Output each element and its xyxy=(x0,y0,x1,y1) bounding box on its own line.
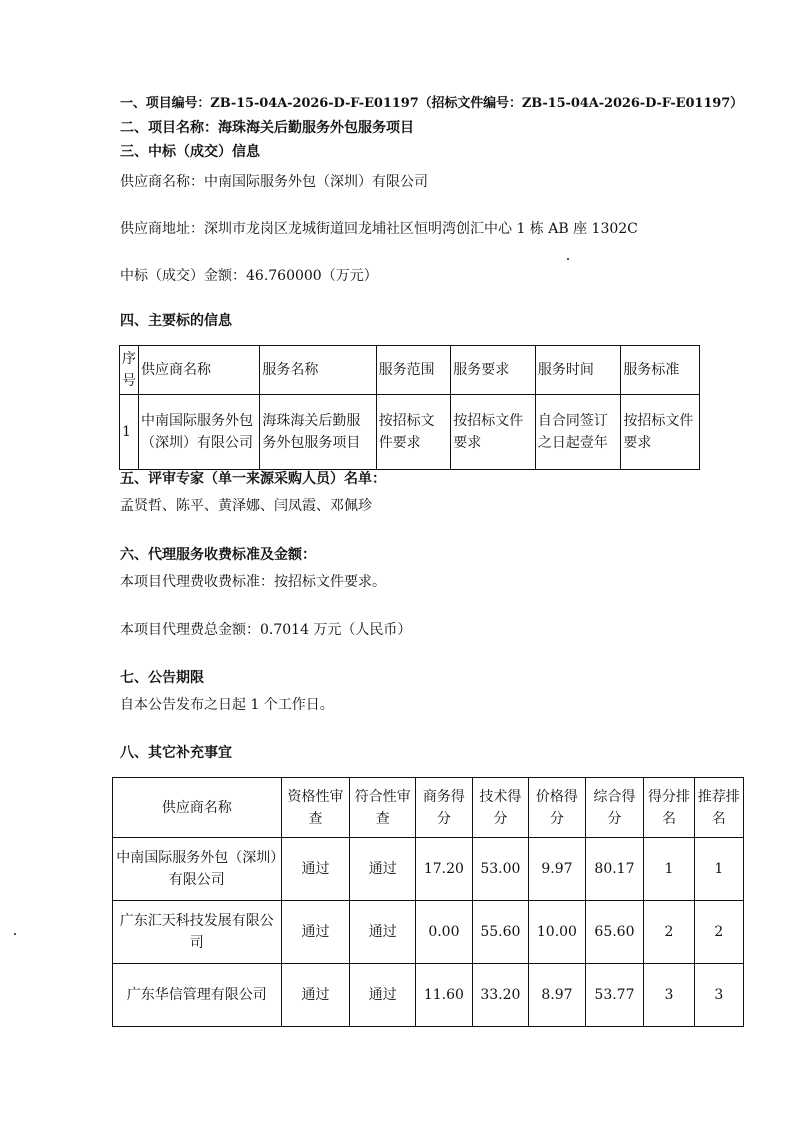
subject-table-header xyxy=(120,346,700,395)
section-notice-period: 七、公告期限 xyxy=(120,670,204,686)
section-subject-info: 四、主要标的信息 xyxy=(120,313,232,329)
section-other: 八、其它补充事宜 xyxy=(120,745,232,761)
cell-service-std: 按招标文件要求 xyxy=(621,395,700,470)
scan-speck xyxy=(14,933,16,935)
cell-compliance: 通过 xyxy=(350,901,416,964)
cell-tech-score: 53.00 xyxy=(472,838,529,901)
expert-list: 孟贤哲、陈平、黄泽娜、闫凤霞、邓佩珍 xyxy=(120,498,372,514)
header-recommend-rank: 推荐排名 xyxy=(694,778,743,838)
cell-service-name: 海珠海关后勤服务外包服务项目 xyxy=(260,395,376,470)
cell-price-score: 8.97 xyxy=(529,964,586,1027)
cell-compliance: 通过 xyxy=(350,838,416,901)
cell-total-score: 65.60 xyxy=(585,901,644,964)
cell-service-scope: 按招标文件要求 xyxy=(376,395,451,470)
header-price-score: 价格得分 xyxy=(529,778,586,838)
supplier-name: 供应商名称：中南国际服务外包（深圳）有限公司 xyxy=(120,174,428,190)
cell-recommend-rank: 3 xyxy=(694,964,743,1027)
award-amount: 中标（成交）金额：46.760000（万元） xyxy=(120,268,378,284)
section-project-name: 二、项目名称：海珠海关后勤服务外包服务项目 xyxy=(120,120,414,136)
header-service-req: 服务要求 xyxy=(451,346,536,395)
cell-recommend-rank: 2 xyxy=(694,901,743,964)
supplier-address: 供应商地址：深圳市龙岗区龙城街道回龙埔社区恒明湾创汇中心 1 栋 AB 座 1302C xyxy=(120,221,638,237)
header-service-std: 服务标准 xyxy=(621,346,700,395)
cell-score-rank: 2 xyxy=(644,901,694,964)
cell-business-score: 0.00 xyxy=(416,901,473,964)
cell-service-time: 自合同签订之日起壹年 xyxy=(535,395,621,470)
cell-supplier: 中南国际服务外包（深圳）有限公司 xyxy=(139,395,260,470)
header-qualification: 资格性审查 xyxy=(281,778,350,838)
table-row xyxy=(120,395,700,470)
section-project-number: 一、项目编号：ZB-15-04A-2026-D-F-E01197（招标文件编号：ZB-15-04A-2026-D-F-E01197） xyxy=(120,96,744,111)
cell-tech-score: 33.20 xyxy=(472,964,529,1027)
header-service-name: 服务名称 xyxy=(260,346,376,395)
section-award-info: 三、中标（成交）信息 xyxy=(120,144,260,160)
cell-qualification: 通过 xyxy=(281,964,350,1027)
subject-table xyxy=(119,345,700,470)
cell-supplier: 广东华信管理有限公司 xyxy=(113,964,282,1027)
section-experts: 五、评审专家（单一来源采购人员）名单： xyxy=(120,471,386,487)
header-supplier: 供应商名称 xyxy=(139,346,260,395)
header-compliance: 符合性审查 xyxy=(350,778,416,838)
header-business-score: 商务得分 xyxy=(416,778,473,838)
fee-total: 本项目代理费总金额：0.7014 万元（人民币） xyxy=(120,622,412,638)
fee-standard: 本项目代理费收费标准：按招标文件要求。 xyxy=(120,574,386,590)
header-service-time: 服务时间 xyxy=(535,346,621,395)
cell-compliance: 通过 xyxy=(350,964,416,1027)
cell-total-score: 53.77 xyxy=(585,964,644,1027)
cell-index: 1 xyxy=(120,395,139,470)
cell-recommend-rank: 1 xyxy=(694,838,743,901)
table-row xyxy=(113,838,744,901)
header-index: 序号 xyxy=(120,346,139,395)
notice-period: 自本公告发布之日起 1 个工作日。 xyxy=(120,697,334,713)
header-total-score: 综合得分 xyxy=(585,778,644,838)
header-score-rank: 得分排名 xyxy=(644,778,694,838)
cell-supplier: 广东汇天科技发展有限公司 xyxy=(113,901,282,964)
section-agency-fee: 六、代理服务收费标准及金额： xyxy=(120,547,316,563)
cell-qualification: 通过 xyxy=(281,901,350,964)
header-service-scope: 服务范围 xyxy=(376,346,451,395)
cell-score-rank: 1 xyxy=(644,838,694,901)
table-row xyxy=(113,964,744,1027)
cell-price-score: 10.00 xyxy=(529,901,586,964)
scan-speck xyxy=(567,258,569,260)
cell-business-score: 11.60 xyxy=(416,964,473,1027)
score-table-header xyxy=(113,778,744,838)
score-table xyxy=(112,777,744,1027)
cell-score-rank: 3 xyxy=(644,964,694,1027)
cell-total-score: 80.17 xyxy=(585,838,644,901)
table-row xyxy=(113,901,744,964)
cell-tech-score: 55.60 xyxy=(472,901,529,964)
cell-service-req: 按招标文件要求 xyxy=(451,395,536,470)
header-tech-score: 技术得分 xyxy=(472,778,529,838)
header-supplier: 供应商名称 xyxy=(113,778,282,838)
cell-price-score: 9.97 xyxy=(529,838,586,901)
cell-supplier: 中南国际服务外包（深圳）有限公司 xyxy=(113,838,282,901)
cell-business-score: 17.20 xyxy=(416,838,473,901)
cell-qualification: 通过 xyxy=(281,838,350,901)
